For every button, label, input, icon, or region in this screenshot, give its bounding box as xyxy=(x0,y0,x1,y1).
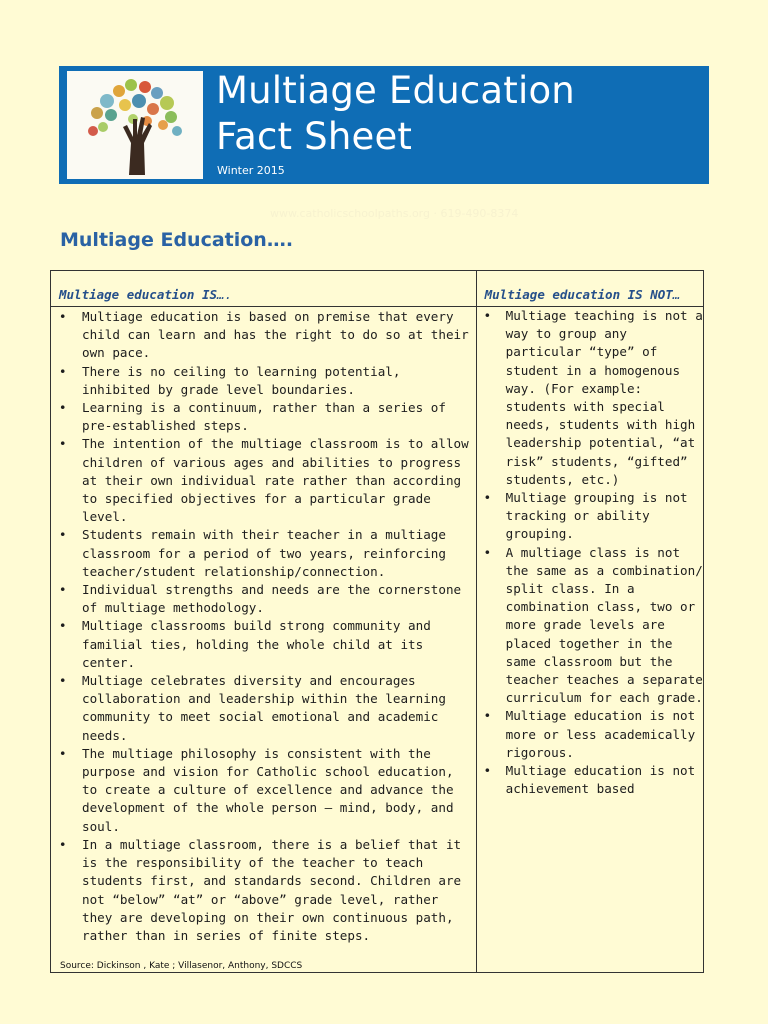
is-list xyxy=(51,307,476,945)
right-column-header xyxy=(476,271,703,307)
fact-table xyxy=(50,270,704,973)
page-title xyxy=(216,68,575,160)
list-item: • Multiage teaching is not a way to group any particular “type” of student in a homogenous way. (For example: students with special needs, students with high leadership potential, “at risk” students, “gifted” students, etc.) xyxy=(506,307,703,489)
tree-of-hands-logo xyxy=(67,71,203,179)
left-header-ellipsis: …. xyxy=(217,287,233,302)
table-header-row xyxy=(51,271,704,307)
list-item: • There is no ceiling to learning potential, inhibited by grade level boundaries. xyxy=(82,363,476,399)
right-column-cell xyxy=(476,307,703,973)
faint-contact-text: www.catholicschoolpaths.org · 619-490-8374 xyxy=(270,207,519,220)
is-not-list xyxy=(477,307,703,798)
list-item: • Students remain with their teacher in a multiage classroom for a period of two years, reinforcing teacher/student relationship/connection. xyxy=(82,526,476,581)
section-heading: Multiage Education…. xyxy=(60,229,294,251)
list-item: • Multiage grouping is not tracking or ability grouping. xyxy=(506,489,703,544)
list-item: • Multiage education is not more or less academically rigorous. xyxy=(506,707,703,762)
list-item: • The multiage philosophy is consistent with the purpose and vision for Catholic school education, to create a culture of excellence and advance the development of the whole person – mind, body, and soul. xyxy=(82,745,476,836)
list-item: • The intention of the multiage classroom is to allow children of various ages and abilities to progress at their own individual rate rather than according to specified objectives for a particular grade level. xyxy=(82,435,476,526)
list-item: • Learning is a continuum, rather than a series of pre-established steps. xyxy=(82,399,476,435)
left-column-cell xyxy=(51,307,477,973)
title-line-1: Multiage Education xyxy=(216,69,575,112)
table-body-row xyxy=(51,307,704,973)
list-item: • Individual strengths and needs are the cornerstone of multiage methodology. xyxy=(82,581,476,617)
edition-date: Winter 2015 xyxy=(217,164,285,177)
list-item: • In a multiage classroom, there is a belief that it is the responsibility of the teacher to teach students first, and standards second. Children are not “below” “at” or “above” grade level, rather they are developing on their own continuous path, rather than in series of finite steps. xyxy=(82,836,476,945)
list-item: • Multiage celebrates diversity and encourages collaboration and leadership within the learning community to meet social emotional and academic needs. xyxy=(82,672,476,745)
left-header-text: Multiage education IS xyxy=(59,287,218,302)
list-item: • Multiage education is not achievement based xyxy=(506,762,703,798)
list-item: • Multiage classrooms build strong community and familial ties, holding the whole child at its center. xyxy=(82,617,476,672)
source-citation: Source: Dickinson , Kate ; Villasenor, Anthony, SDCCS xyxy=(60,961,303,972)
left-column-header xyxy=(51,271,477,307)
right-header-text: Multiage education IS NOT xyxy=(484,287,673,302)
title-line-2: Fact Sheet xyxy=(216,115,413,158)
list-item: • A multiage class is not the same as a combination/ split class. In a combination class, two or more grade levels are placed together in the same classroom but the teacher teaches a separate curriculum for each grade. xyxy=(506,544,703,708)
tree-hands-icon xyxy=(67,71,203,179)
list-item: • Multiage education is based on premise that every child can learn and has the right to do so at their own pace. xyxy=(82,308,476,363)
right-header-ellipsis: … xyxy=(672,287,681,302)
header-banner xyxy=(59,66,709,184)
